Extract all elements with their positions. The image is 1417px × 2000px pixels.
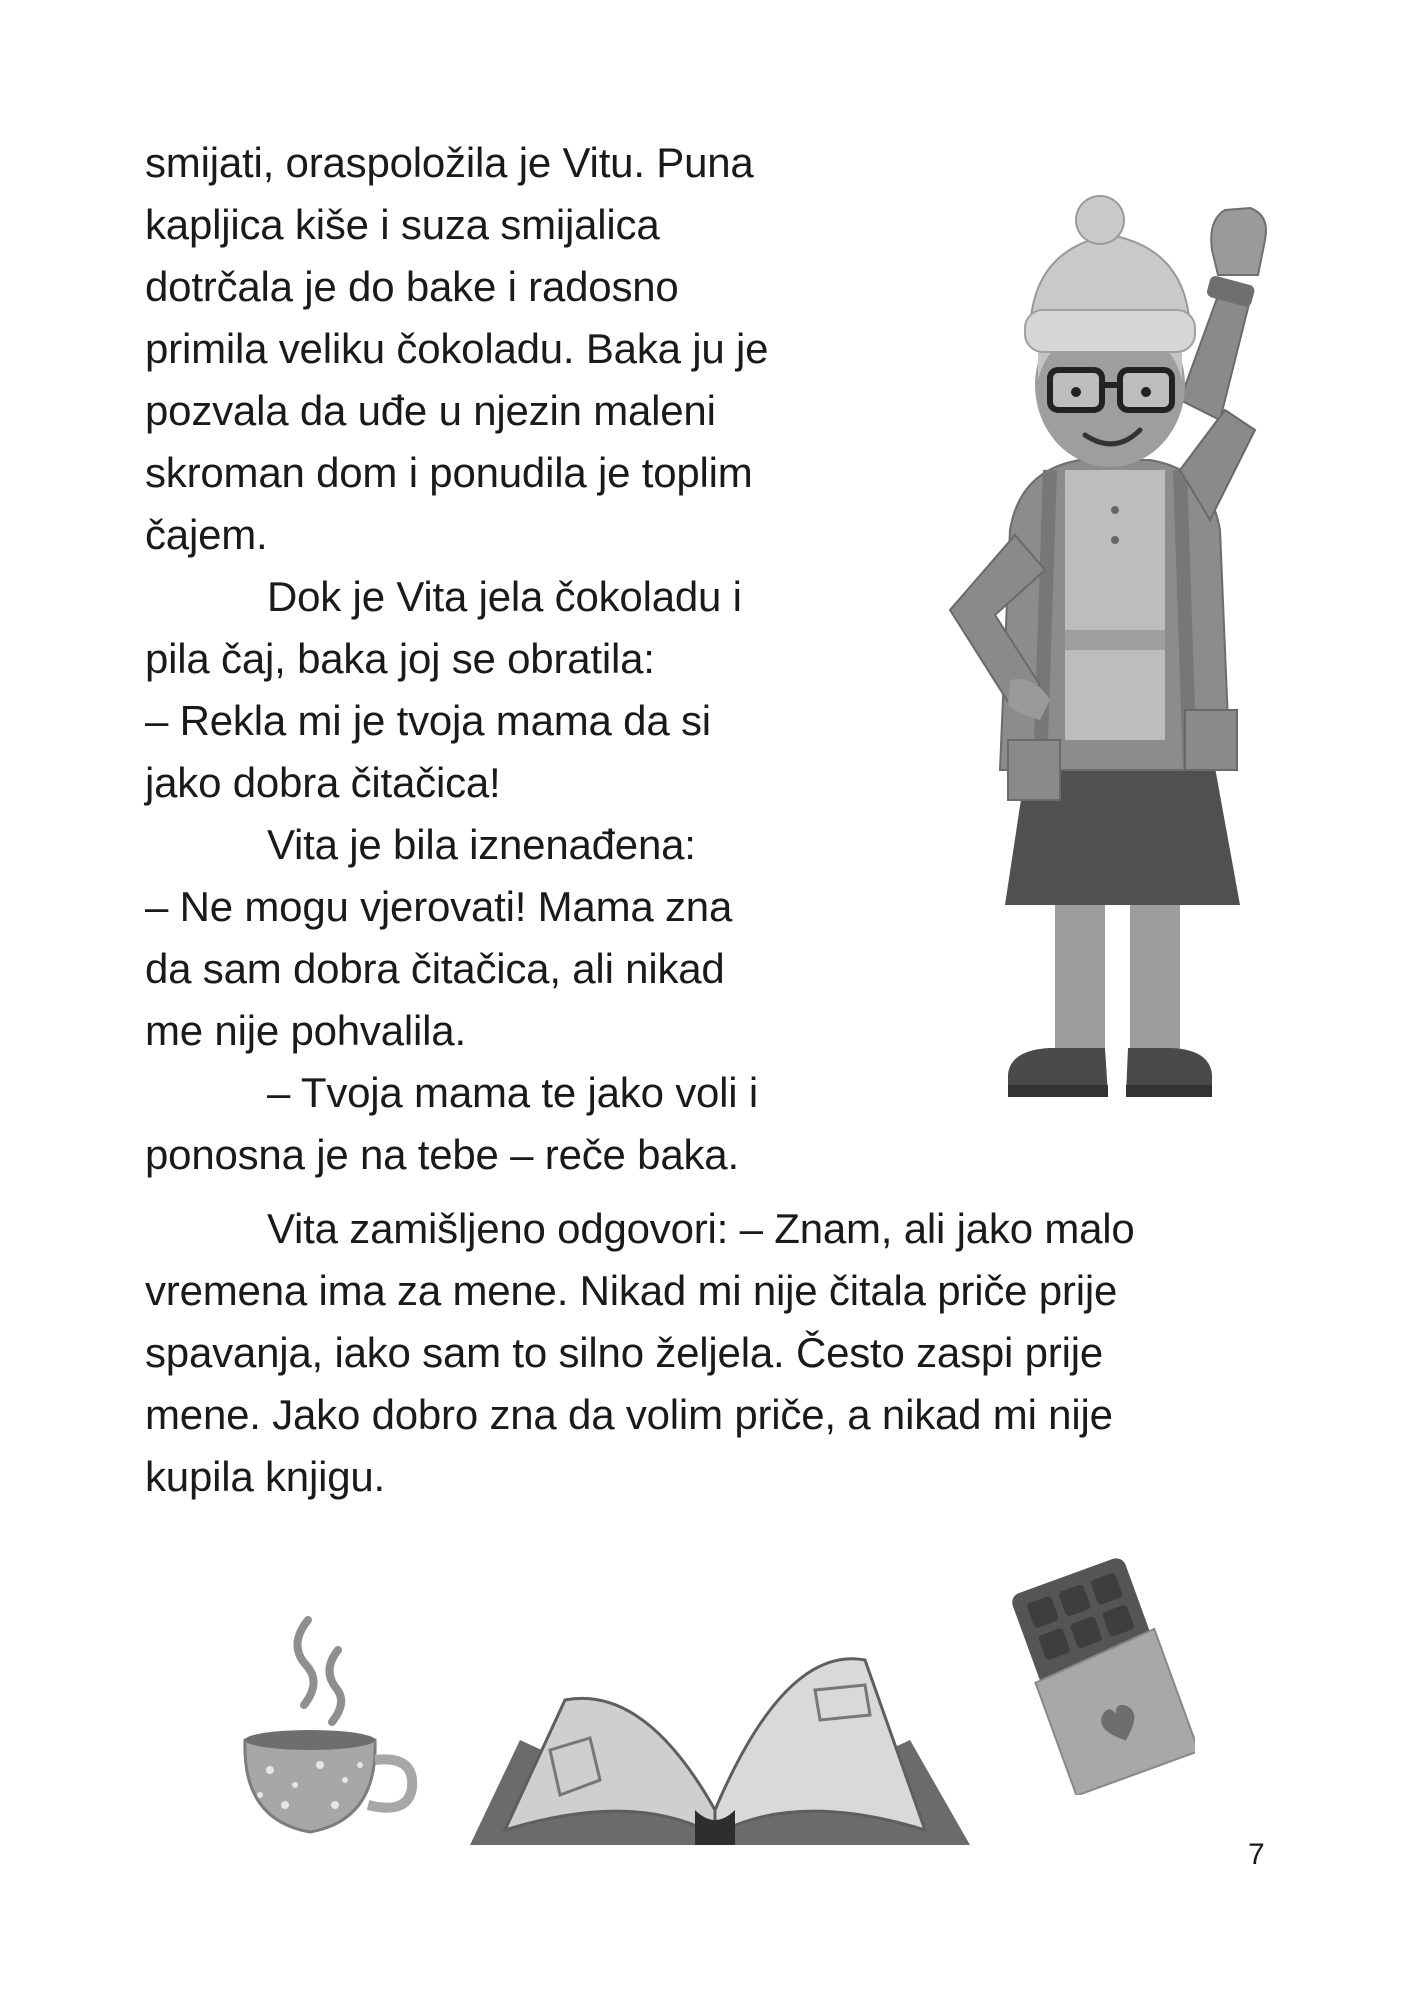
text-line: – Ne mogu vjerovati! Mama zna [145,883,733,930]
text-line: ponosna je na tebe – reče baka. [145,1131,739,1178]
tea-cup-icon [240,1610,420,1860]
text-line: čajem. [145,511,268,558]
chocolate-bar-icon [1005,1545,1195,1795]
text-line: jako dobra čitačica! [145,759,501,806]
page-number: 7 [1248,1838,1265,1871]
text-line: – Rekla mi je tvoja mama da si [145,697,711,744]
text-line: pozvala da uđe u njezin maleni [145,387,716,434]
text-line: smijati, oraspoložila je Vitu. Puna [145,139,754,186]
text-line: Vita je bila iznenađena: [267,821,696,868]
text-line: spavanja, iako sam to silno željela. Često zaspi prije [145,1329,1104,1376]
grandmother-illustration [890,180,1320,1130]
text-line: primila veliku čokoladu. Baka ju je [145,325,769,372]
text-line: dotrčala je do bake i radosno [145,263,679,310]
text-line: kapljica kiše i suza smijalica [145,201,660,248]
text-line: kupila knjigu. [145,1453,386,1500]
text-line: pila čaj, baka joj se obratila: [145,635,655,682]
text-line: mene. Jako dobro zna da volim priče, a nikad mi nije [145,1391,1113,1438]
text-line: me nije pohvalila. [145,1007,466,1054]
text-line: Vita zamišljeno odgovori: – Znam, ali jako malo [267,1205,1135,1252]
text-line: Dok je Vita jela čokoladu i [267,573,742,620]
text-line: skroman dom i ponudila je toplim [145,449,753,496]
text-line: da sam dobra čitačica, ali nikad [145,945,725,992]
text-line: vremena ima za mene. Nikad mi nije čitala priče prije [145,1267,1118,1314]
open-book-icon [465,1630,975,1860]
text-line: – Tvoja mama te jako voli i [267,1069,759,1116]
